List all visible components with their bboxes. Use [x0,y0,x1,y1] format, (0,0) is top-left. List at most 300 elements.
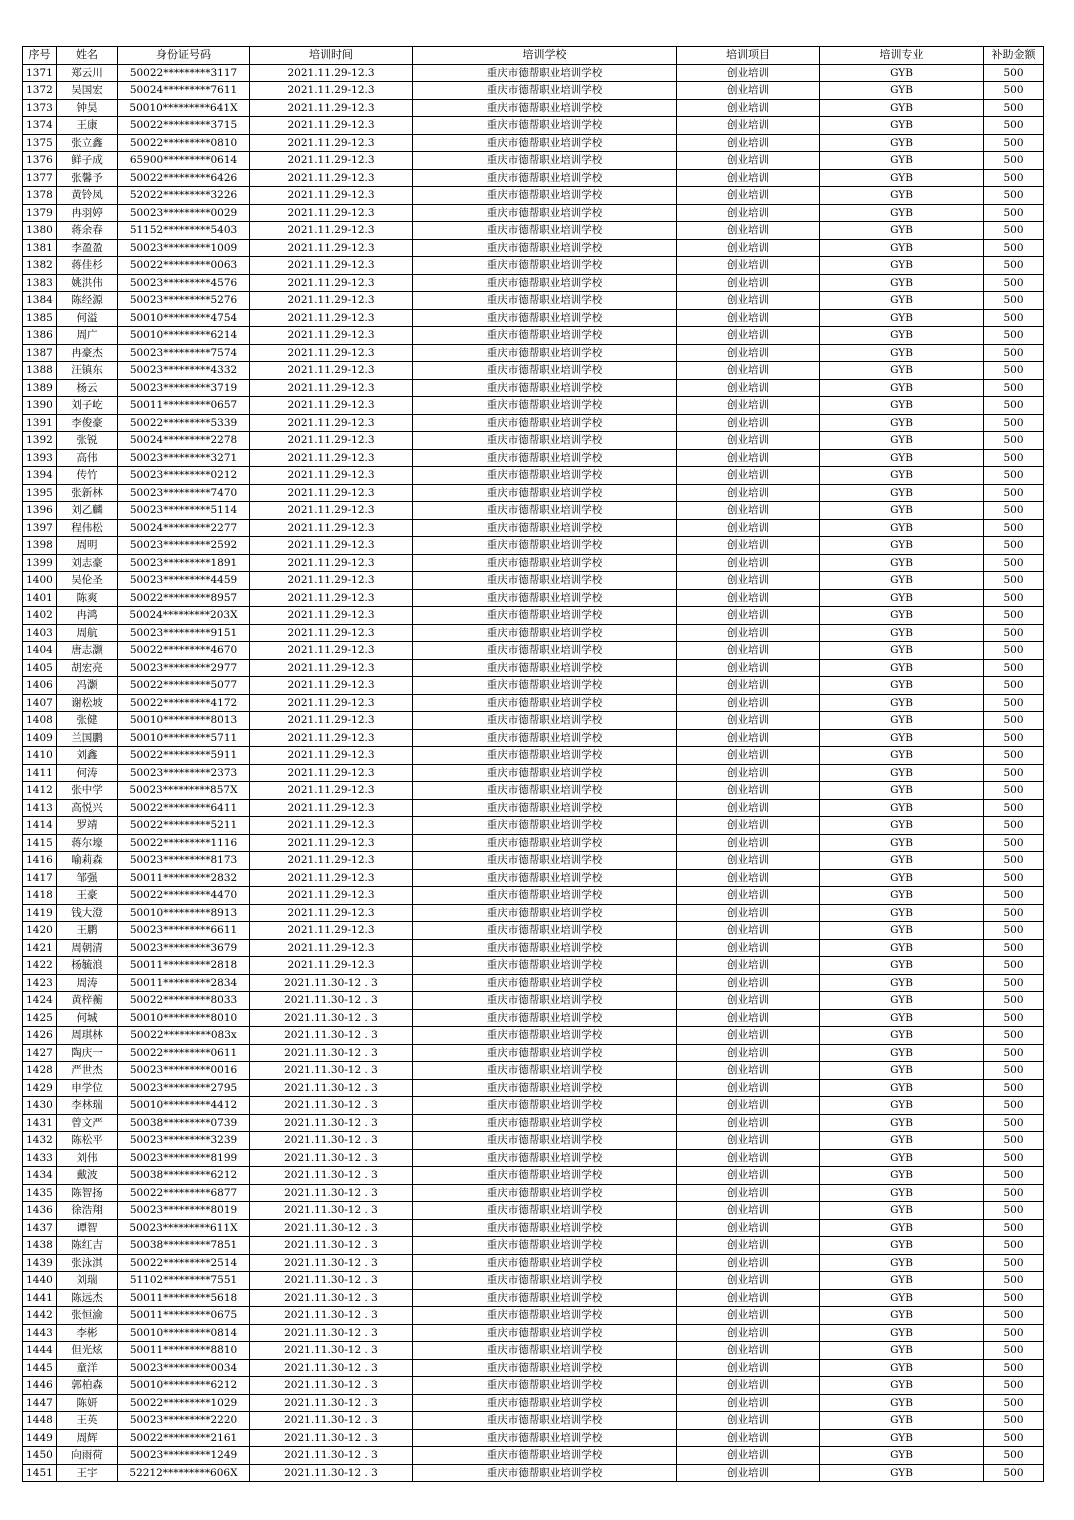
cell-training-school: 重庆市德帮职业培训学校 [413,694,677,712]
table-row [23,869,1044,887]
cell-id-number: 50011*********8810 [118,1342,250,1360]
cell-subsidy-amount: 500 [984,624,1044,642]
cell-id-number: 50022*********5077 [118,677,250,695]
cell-name: 陈松平 [57,1132,118,1150]
cell-index: 1414 [23,817,57,835]
cell-subsidy-amount: 500 [984,1272,1044,1290]
cell-training-major: GYB [820,694,984,712]
cell-subsidy-amount: 500 [984,974,1044,992]
cell-training-school: 重庆市德帮职业培训学校 [413,1132,677,1150]
cell-id-number: 50010*********8013 [118,712,250,730]
cell-subsidy-amount: 500 [984,1114,1044,1132]
cell-subsidy-amount: 500 [984,694,1044,712]
cell-name: 蒋佳杉 [57,257,118,275]
cell-training-project: 创业培训 [677,904,820,922]
cell-training-project: 创业培训 [677,694,820,712]
cell-subsidy-amount: 500 [984,782,1044,800]
header-row [23,47,1044,65]
cell-id-number: 50023*********1891 [118,554,250,572]
cell-training-major: GYB [820,379,984,397]
cell-index: 1399 [23,554,57,572]
cell-training-project: 创业培训 [677,292,820,310]
cell-training-school: 重庆市德帮职业培训学校 [413,834,677,852]
cell-training-time: 2021.11.30-12 . 3 [250,974,413,992]
cell-training-school: 重庆市德帮职业培训学校 [413,1254,677,1272]
cell-training-school: 重庆市德帮职业培训学校 [413,344,677,362]
cell-training-school: 重庆市德帮职业培训学校 [413,467,677,485]
cell-training-major: GYB [820,659,984,677]
cell-training-time: 2021.11.29-12.3 [250,834,413,852]
cell-training-major: GYB [820,624,984,642]
cell-name: 冉豪杰 [57,344,118,362]
cell-subsidy-amount: 500 [984,134,1044,152]
cell-id-number: 50023*********2795 [118,1079,250,1097]
cell-training-time: 2021.11.29-12.3 [250,554,413,572]
cell-name: 戴波 [57,1167,118,1185]
cell-subsidy-amount: 500 [984,362,1044,380]
table-row [23,1394,1044,1412]
cell-training-time: 2021.11.30-12 . 3 [250,1377,413,1395]
cell-id-number: 50022*********4670 [118,642,250,660]
cell-id-number: 65900*********0614 [118,152,250,170]
table-row [23,957,1044,975]
cell-name: 杨毓浪 [57,957,118,975]
cell-index: 1405 [23,659,57,677]
cell-name: 胡宏亮 [57,659,118,677]
cell-training-time: 2021.11.30-12 . 3 [250,1219,413,1237]
cell-training-time: 2021.11.30-12 . 3 [250,1027,413,1045]
cell-id-number: 50010*********6214 [118,327,250,345]
cell-training-project: 创业培训 [677,204,820,222]
cell-training-school: 重庆市德帮职业培训学校 [413,64,677,82]
cell-training-major: GYB [820,939,984,957]
cell-training-school: 重庆市德帮职业培训学校 [413,1149,677,1167]
cell-training-project: 创业培训 [677,397,820,415]
cell-training-school: 重庆市德帮职业培训学校 [413,239,677,257]
cell-subsidy-amount: 500 [984,764,1044,782]
cell-training-project: 创业培训 [677,519,820,537]
cell-subsidy-amount: 500 [984,169,1044,187]
cell-id-number: 50022*********3117 [118,64,250,82]
cell-subsidy-amount: 500 [984,1447,1044,1465]
cell-id-number: 50023*********0034 [118,1359,250,1377]
cell-name: 周航 [57,624,118,642]
cell-training-major: GYB [820,1342,984,1360]
cell-training-time: 2021.11.29-12.3 [250,677,413,695]
table-row [23,1342,1044,1360]
cell-training-time: 2021.11.29-12.3 [250,187,413,205]
cell-training-major: GYB [820,974,984,992]
table-row [23,817,1044,835]
cell-subsidy-amount: 500 [984,817,1044,835]
cell-subsidy-amount: 500 [984,659,1044,677]
header-training-time: 培训时间 [250,47,413,65]
cell-training-major: GYB [820,1464,984,1482]
cell-training-school: 重庆市德帮职业培训学校 [413,904,677,922]
cell-training-time: 2021.11.30-12 . 3 [250,1272,413,1290]
cell-training-time: 2021.11.29-12.3 [250,169,413,187]
cell-name: 罗靖 [57,817,118,835]
cell-index: 1384 [23,292,57,310]
cell-training-time: 2021.11.29-12.3 [250,64,413,82]
cell-name: 张立鑫 [57,134,118,152]
cell-training-time: 2021.11.30-12 . 3 [250,1342,413,1360]
cell-id-number: 50022*********2514 [118,1254,250,1272]
cell-id-number: 50023*********4459 [118,572,250,590]
cell-id-number: 50023*********611X [118,1219,250,1237]
cell-index: 1383 [23,274,57,292]
cell-training-major: GYB [820,1412,984,1430]
cell-training-major: GYB [820,1237,984,1255]
cell-subsidy-amount: 500 [984,642,1044,660]
cell-index: 1417 [23,869,57,887]
cell-id-number: 50024*********2277 [118,519,250,537]
cell-subsidy-amount: 500 [984,1009,1044,1027]
cell-training-major: GYB [820,204,984,222]
cell-training-school: 重庆市德帮职业培训学校 [413,1202,677,1220]
cell-training-major: GYB [820,117,984,135]
cell-training-time: 2021.11.29-12.3 [250,82,413,100]
cell-id-number: 50022*********2161 [118,1429,250,1447]
table-row [23,484,1044,502]
cell-subsidy-amount: 500 [984,327,1044,345]
table-row [23,134,1044,152]
table-row [23,222,1044,240]
cell-training-major: GYB [820,82,984,100]
table-row [23,904,1044,922]
cell-id-number: 50023*********0029 [118,204,250,222]
cell-training-school: 重庆市德帮职业培训学校 [413,1272,677,1290]
cell-training-time: 2021.11.30-12 . 3 [250,1097,413,1115]
cell-training-school: 重庆市德帮职业培训学校 [413,309,677,327]
cell-index: 1390 [23,397,57,415]
cell-training-major: GYB [820,1149,984,1167]
cell-training-major: GYB [820,134,984,152]
cell-training-project: 创业培训 [677,712,820,730]
cell-training-school: 重庆市德帮职业培训学校 [413,449,677,467]
table-row [23,1114,1044,1132]
cell-training-school: 重庆市德帮职业培训学校 [413,1167,677,1185]
table-row [23,1254,1044,1272]
cell-name: 张泳淇 [57,1254,118,1272]
table-row [23,554,1044,572]
cell-training-major: GYB [820,1184,984,1202]
cell-index: 1419 [23,904,57,922]
header-subsidy-amount: 补助金额 [984,47,1044,65]
table-row [23,362,1044,380]
cell-training-major: GYB [820,64,984,82]
cell-training-project: 创业培训 [677,1359,820,1377]
cell-training-time: 2021.11.29-12.3 [250,449,413,467]
cell-id-number: 50023*********5114 [118,502,250,520]
cell-training-major: GYB [820,852,984,870]
table-row [23,292,1044,310]
cell-training-school: 重庆市德帮职业培训学校 [413,1097,677,1115]
cell-name: 姚洪伟 [57,274,118,292]
cell-subsidy-amount: 500 [984,1412,1044,1430]
cell-training-time: 2021.11.29-12.3 [250,694,413,712]
table-row [23,414,1044,432]
cell-training-time: 2021.11.30-12 . 3 [250,1149,413,1167]
cell-training-major: GYB [820,747,984,765]
cell-name: 刘瑞 [57,1272,118,1290]
cell-training-project: 创业培训 [677,1079,820,1097]
cell-id-number: 50011*********0657 [118,397,250,415]
cell-training-school: 重庆市德帮职业培训学校 [413,957,677,975]
cell-subsidy-amount: 500 [984,1202,1044,1220]
cell-id-number: 50023*********3239 [118,1132,250,1150]
cell-id-number: 50038*********0739 [118,1114,250,1132]
cell-name: 钟昊 [57,99,118,117]
cell-name: 刘志豪 [57,554,118,572]
cell-training-project: 创业培训 [677,799,820,817]
cell-training-major: GYB [820,1167,984,1185]
cell-training-project: 创业培训 [677,134,820,152]
cell-training-school: 重庆市德帮职业培训学校 [413,1429,677,1447]
cell-index: 1415 [23,834,57,852]
cell-subsidy-amount: 500 [984,274,1044,292]
cell-training-school: 重庆市德帮职业培训学校 [413,519,677,537]
cell-training-major: GYB [820,1079,984,1097]
cell-training-time: 2021.11.30-12 . 3 [250,1359,413,1377]
cell-training-project: 创业培训 [677,432,820,450]
cell-id-number: 50010*********4412 [118,1097,250,1115]
cell-training-school: 重庆市德帮职业培训学校 [413,1219,677,1237]
cell-training-time: 2021.11.30-12 . 3 [250,1324,413,1342]
cell-subsidy-amount: 500 [984,1394,1044,1412]
cell-training-time: 2021.11.29-12.3 [250,134,413,152]
cell-training-time: 2021.11.29-12.3 [250,607,413,625]
cell-training-time: 2021.11.29-12.3 [250,624,413,642]
cell-name: 何涛 [57,764,118,782]
cell-training-time: 2021.11.29-12.3 [250,397,413,415]
table-row [23,992,1044,1010]
cell-name: 钱大澄 [57,904,118,922]
cell-index: 1373 [23,99,57,117]
cell-training-project: 创业培训 [677,1202,820,1220]
cell-training-school: 重庆市德帮职业培训学校 [413,852,677,870]
cell-training-major: GYB [820,187,984,205]
cell-index: 1388 [23,362,57,380]
cell-subsidy-amount: 500 [984,99,1044,117]
cell-id-number: 50024*********7611 [118,82,250,100]
cell-subsidy-amount: 500 [984,397,1044,415]
cell-training-project: 创业培训 [677,467,820,485]
cell-training-school: 重庆市德帮职业培训学校 [413,1394,677,1412]
cell-training-time: 2021.11.29-12.3 [250,852,413,870]
cell-index: 1396 [23,502,57,520]
cell-index: 1428 [23,1062,57,1080]
cell-name: 程伟松 [57,519,118,537]
cell-training-project: 创业培训 [677,554,820,572]
cell-training-time: 2021.11.30-12 . 3 [250,992,413,1010]
table-row [23,834,1044,852]
cell-training-project: 创业培训 [677,992,820,1010]
table-row [23,169,1044,187]
cell-training-project: 创业培训 [677,747,820,765]
cell-id-number: 50023*********4576 [118,274,250,292]
cell-training-project: 创业培训 [677,64,820,82]
cell-training-time: 2021.11.29-12.3 [250,432,413,450]
cell-training-school: 重庆市德帮职业培训学校 [413,257,677,275]
cell-training-project: 创业培训 [677,414,820,432]
cell-subsidy-amount: 500 [984,117,1044,135]
cell-id-number: 50024*********2278 [118,432,250,450]
cell-id-number: 50010*********8010 [118,1009,250,1027]
cell-training-school: 重庆市德帮职业培训学校 [413,414,677,432]
cell-index: 1397 [23,519,57,537]
cell-training-time: 2021.11.29-12.3 [250,957,413,975]
cell-training-major: GYB [820,887,984,905]
table-row [23,204,1044,222]
cell-training-major: GYB [820,764,984,782]
cell-id-number: 50010*********641X [118,99,250,117]
cell-index: 1378 [23,187,57,205]
cell-subsidy-amount: 500 [984,572,1044,590]
cell-training-school: 重庆市德帮职业培训学校 [413,204,677,222]
table-row [23,589,1044,607]
cell-training-school: 重庆市德帮职业培训学校 [413,397,677,415]
cell-training-project: 创业培训 [677,1377,820,1395]
cell-training-project: 创业培训 [677,169,820,187]
cell-name: 王宇 [57,1464,118,1482]
cell-training-major: GYB [820,502,984,520]
cell-training-time: 2021.11.29-12.3 [250,152,413,170]
cell-training-school: 重庆市德帮职业培训学校 [413,677,677,695]
cell-training-school: 重庆市德帮职业培训学校 [413,1412,677,1430]
cell-index: 1423 [23,974,57,992]
subsidy-table [22,46,1044,1482]
cell-index: 1449 [23,1429,57,1447]
cell-index: 1411 [23,764,57,782]
table-row [23,537,1044,555]
cell-name: 王康 [57,117,118,135]
cell-training-project: 创业培训 [677,1254,820,1272]
cell-training-project: 创业培训 [677,502,820,520]
cell-index: 1393 [23,449,57,467]
cell-id-number: 50011*********0675 [118,1307,250,1325]
cell-id-number: 50023*********2220 [118,1412,250,1430]
cell-name: 鲜子成 [57,152,118,170]
cell-training-time: 2021.11.29-12.3 [250,747,413,765]
cell-training-school: 重庆市德帮职业培训学校 [413,782,677,800]
cell-training-school: 重庆市德帮职业培训学校 [413,222,677,240]
cell-id-number: 50010*********6212 [118,1377,250,1395]
cell-training-time: 2021.11.29-12.3 [250,309,413,327]
cell-id-number: 50023*********8019 [118,1202,250,1220]
cell-name: 蒋尔壕 [57,834,118,852]
table-row [23,1009,1044,1027]
header-name: 姓名 [57,47,118,65]
table-row [23,82,1044,100]
cell-training-project: 创业培训 [677,607,820,625]
cell-training-time: 2021.11.29-12.3 [250,642,413,660]
cell-training-major: GYB [820,467,984,485]
cell-subsidy-amount: 500 [984,1429,1044,1447]
table-row [23,642,1044,660]
cell-name: 周涛 [57,974,118,992]
cell-training-time: 2021.11.30-12 . 3 [250,1062,413,1080]
cell-training-school: 重庆市德帮职业培训学校 [413,939,677,957]
cell-subsidy-amount: 500 [984,904,1044,922]
cell-training-time: 2021.11.29-12.3 [250,274,413,292]
cell-training-major: GYB [820,1272,984,1290]
cell-training-project: 创业培训 [677,1027,820,1045]
cell-index: 1406 [23,677,57,695]
cell-training-time: 2021.11.29-12.3 [250,204,413,222]
cell-subsidy-amount: 500 [984,152,1044,170]
cell-training-major: GYB [820,449,984,467]
cell-training-time: 2021.11.29-12.3 [250,362,413,380]
cell-index: 1438 [23,1237,57,1255]
cell-name: 张中学 [57,782,118,800]
cell-training-major: GYB [820,554,984,572]
header-training-major: 培训专业 [820,47,984,65]
cell-training-time: 2021.11.29-12.3 [250,887,413,905]
cell-training-school: 重庆市德帮职业培训学校 [413,1237,677,1255]
cell-training-school: 重庆市德帮职业培训学校 [413,1377,677,1395]
table-row [23,782,1044,800]
cell-training-time: 2021.11.29-12.3 [250,519,413,537]
cell-index: 1429 [23,1079,57,1097]
cell-name: 冉羽婷 [57,204,118,222]
cell-index: 1418 [23,887,57,905]
cell-name: 张恒渝 [57,1307,118,1325]
cell-training-major: GYB [820,169,984,187]
table-row [23,1184,1044,1202]
cell-training-time: 2021.11.29-12.3 [250,502,413,520]
table-row [23,1464,1044,1482]
cell-subsidy-amount: 500 [984,1184,1044,1202]
cell-training-school: 重庆市德帮职业培训学校 [413,992,677,1010]
cell-training-major: GYB [820,309,984,327]
cell-name: 邹强 [57,869,118,887]
cell-training-major: GYB [820,344,984,362]
cell-training-project: 创业培训 [677,1184,820,1202]
cell-subsidy-amount: 500 [984,502,1044,520]
cell-subsidy-amount: 500 [984,1342,1044,1360]
table-row [23,974,1044,992]
cell-name: 李彬 [57,1324,118,1342]
cell-index: 1448 [23,1412,57,1430]
cell-id-number: 50023*********2977 [118,659,250,677]
cell-training-major: GYB [820,782,984,800]
cell-training-major: GYB [820,992,984,1010]
cell-index: 1433 [23,1149,57,1167]
cell-subsidy-amount: 500 [984,222,1044,240]
cell-subsidy-amount: 500 [984,1167,1044,1185]
cell-id-number: 50011*********2832 [118,869,250,887]
cell-id-number: 50038*********7851 [118,1237,250,1255]
cell-subsidy-amount: 500 [984,292,1044,310]
cell-subsidy-amount: 500 [984,449,1044,467]
cell-training-time: 2021.11.29-12.3 [250,572,413,590]
cell-id-number: 50011*********2818 [118,957,250,975]
cell-training-time: 2021.11.29-12.3 [250,379,413,397]
cell-training-major: GYB [820,239,984,257]
cell-index: 1413 [23,799,57,817]
cell-id-number: 50023*********8173 [118,852,250,870]
cell-name: 刘子屹 [57,397,118,415]
cell-name: 陈红吉 [57,1237,118,1255]
cell-training-school: 重庆市德帮职业培训学校 [413,1114,677,1132]
cell-training-major: GYB [820,922,984,940]
cell-index: 1395 [23,484,57,502]
cell-index: 1402 [23,607,57,625]
cell-training-major: GYB [820,414,984,432]
table-row [23,1044,1044,1062]
cell-training-time: 2021.11.30-12 . 3 [250,1412,413,1430]
